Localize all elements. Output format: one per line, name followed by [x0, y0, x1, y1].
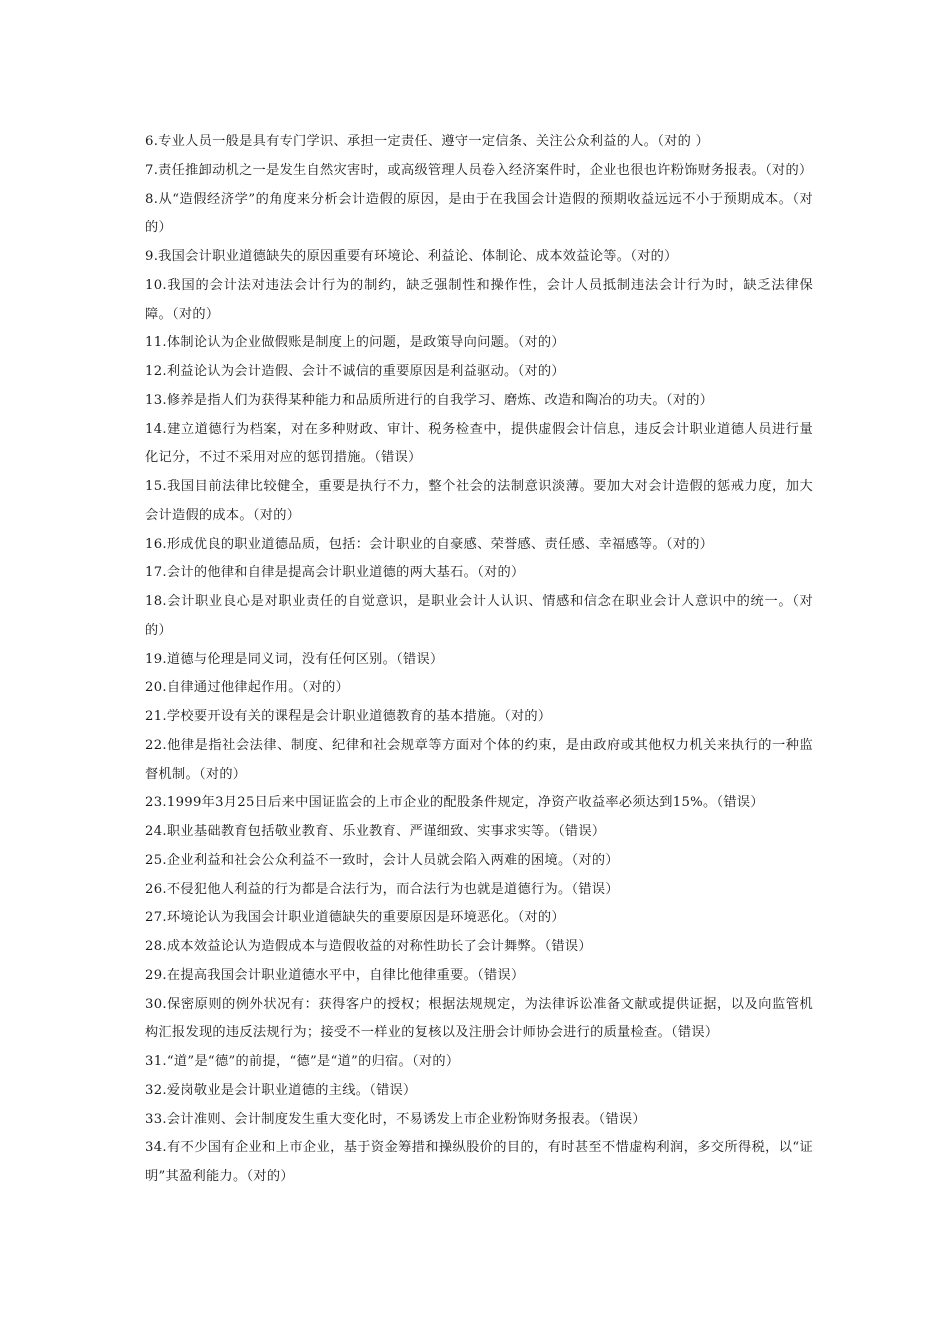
question-item: 31.“道”是“德”的前提，“德”是“道”的归宿。（对的） — [145, 1054, 460, 1069]
question-item: 17.会计的他律和自律是提高会计职业道德的两大基石。（对的） — [145, 565, 525, 581]
question-item: 15.我国目前法律比较健全，重要是执行不力，整个社会的法制意识淡薄。要加大对会计造假的惩戒力度，加大会计造假的成本。（对的） — [145, 479, 813, 523]
question-item: 24.职业基础教育包括敬业教育、乐业教育、严谨细致、实事求实等。（错误） — [145, 824, 606, 839]
question-item: 22.他律是指社会法律、制度、纪律和社会规章等方面对个体的约束，是由政府或其他权力机关来执行的一种监督机制。（对的） — [145, 737, 813, 782]
question-item: 18.会计职业良心是对职业责任的自觉意识，是职业会计人认识、情感和信念在职业会计人意识中的统一。（对的） — [145, 594, 813, 638]
question-item: 16.形成优良的职业道德品质，包括：会计职业的自豪感、荣誉感、责任感、幸福感等。（对的） — [145, 536, 714, 552]
question-item: 28.成本效益论认为造假成本与造假收益的对称性助长了会计舞弊。（错误） — [145, 939, 592, 954]
question-item: 10.我国的会计法对违法会计行为的制约，缺乏强制性和操作性，会计人员抵制违法会计行为时，缺乏法律保障。（对的） — [145, 277, 813, 322]
question-item: 19.道德与伦理是同义词，没有任何区别。（错误） — [145, 651, 444, 667]
question-item: 30.保密原则的例外状况有：获得客户的授权；根据法规规定，为法律诉讼准备文献或提供证据，以及向监管机构汇报发现的违反法规行为；接受不一样业的复核以及注册会计师协会进行的质量检查。（错误） — [145, 996, 813, 1041]
question-item: 27.环境论认为我国会计职业道德缺失的重要原因是环境恶化。（对的） — [145, 910, 565, 926]
question-item: 20.自律通过他律起作用。（对的） — [145, 680, 350, 696]
question-item: 14.建立道德行为档案，对在多种财政、审计、税务检查中，提供虚假会计信息，违反会计职业道德人员进行量化记分，不过不采用对应的惩罚措施。（错误） — [145, 421, 813, 466]
question-item: 8.从“造假经济学”的角度来分析会计造假的原因，是由于在我国会计造假的预期收益远远不小于预期成本。（对的） — [145, 191, 813, 236]
question-item: 21.学校要开设有关的课程是会计职业道德教育的基本措施。（对的） — [145, 709, 552, 724]
question-item: 34.有不少国有企业和上市企业，基于资金筹措和操纵股价的目的，有时甚至不惜虚构利润，多交所得税，以“证明”其盈利能力。（对的） — [145, 1140, 813, 1184]
question-item: 13.修养是指人们为获得某种能力和品质所进行的自我学习、磨炼、改造和陶冶的功夫。（对的） — [145, 392, 714, 408]
question-item: 25.企业利益和社会公众利益不一致时，会计人员就会陷入两难的困境。（对的） — [145, 852, 619, 868]
question-item: 6.专业人员一般是具有专门学识、承担一定责任、遵守一定信条、关注公众利益的人。（对的 ） — [145, 134, 710, 149]
question-item: 29.在提高我国会计职业道德水平中，自律比他律重要。（错误） — [145, 967, 525, 983]
question-item: 33.会计准则、会计制度发生重大变化时，不易诱发上市企业粉饰财务报表。（错误） — [145, 1111, 646, 1127]
question-item: 26.不侵犯他人利益的行为都是合法行为，而合法行为也就是道德行为。（错误） — [145, 881, 619, 897]
question-item: 7.责任推卸动机之一是发生自然灾害时，或高级管理人员卷入经济案件时，企业也很也许粉饰财务报表。（对的） — [145, 162, 813, 178]
question-item: 12.利益论认为会计造假、会计不诚信的重要原因是利益驱动。（对的） — [145, 364, 565, 379]
question-item: 23.1999年3月25日后来中国证监会的上市企业的配股条件规定，净资产收益率必须达到15%。（错误） — [145, 795, 764, 811]
question-item: 32.爱岗敬业是会计职业道德的主线。（错误） — [145, 1082, 417, 1098]
document-body — [145, 128, 813, 1192]
question-item: 11.体制论认为企业做假账是制度上的问题，是政策导向问题。（对的） — [145, 335, 565, 351]
question-item: 9.我国会计职业道德缺失的原因重要有环境论、利益论、体制论、成本效益论等。（对的） — [145, 249, 678, 264]
